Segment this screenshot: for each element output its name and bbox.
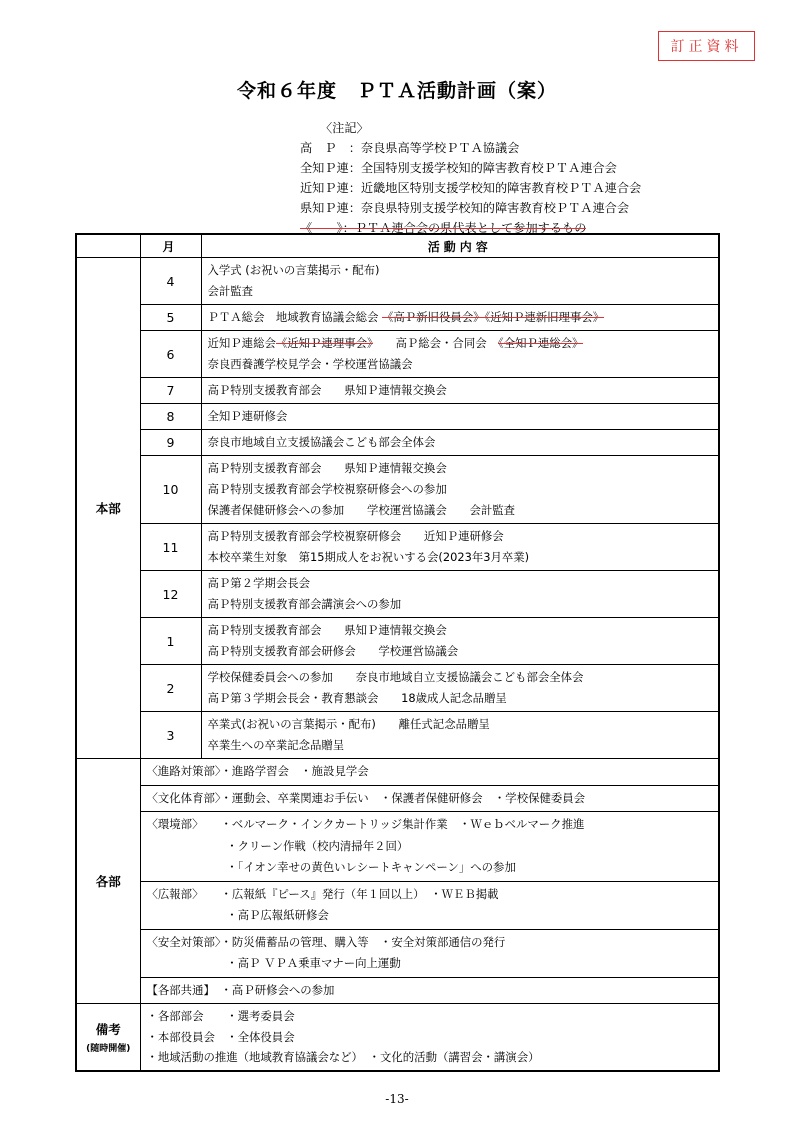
header-blank [76,234,140,258]
dept-line: ・クリーン作戦（校内清掃年２回） [146,838,409,853]
activity-cell [201,305,719,331]
notes-line: ・地域活動の推進（地域教育協議会など） ・文化的活動（講習会・講演会） [146,1050,540,1064]
activity-line [208,333,713,354]
activity-cell [201,712,719,759]
dept-row [76,977,719,1004]
activity-cell [201,571,719,618]
activity-cell [201,524,719,571]
activity-text: 高Ｐ特別支援教育部会 県知Ｐ連情報交換会 [207,623,447,637]
month-cell: 12 [140,571,201,618]
table-row [76,524,719,571]
dept-row [76,929,719,977]
activity-line [208,714,713,735]
note-line: 県知Ｐ連：奈良県特別支援学校知的障害教育校ＰＴＡ連合会 [300,201,630,215]
activity-text: 奈良西養護学校見学会・学校運営協議会 [207,357,413,371]
activity-text: 高Ｐ特別支援教育部会学校視察研修会への参加 [207,482,447,496]
dept-row [76,759,719,786]
activity-cell [201,456,719,524]
activity-line [208,594,713,615]
activity-line [208,432,713,453]
activity-text: 高Ｐ特別支援教育部会学校視察研修会 近知Ｐ連研修会 [207,529,504,543]
activity-line [208,380,713,401]
header-activity: 活動内容 [201,234,719,258]
struck-activity: 《近知Ｐ連理事会》 [275,336,373,350]
activity-line [208,641,713,662]
activity-text: 本校卒業生対象 第15期成人をお祝いする会(2023年3月卒業) [207,550,530,564]
struck-activity: 《近知Ｐ連新旧理事会》 [484,310,605,324]
table-row [76,712,719,759]
activity-text: 高Ｐ総会・合同会 [372,336,498,350]
table-row [76,331,719,378]
activity-line [208,307,713,328]
struck-activity: 《全知Ｐ連総会》 [498,336,584,350]
activity-text: 全知Ｐ連研修会 [207,409,288,423]
section-notes-subtitle: (随時開催) [86,1043,131,1054]
month-cell: 9 [140,430,201,456]
table-row [76,430,719,456]
activity-text: 高Ｐ特別支援教育部会 県知Ｐ連情報交換会 [207,461,447,475]
activity-text: 高Ｐ特別支援教育部会研修会 学校運営協議会 [207,644,459,658]
dept-line: 〈進路対策部〉・進路学習会 ・施設見学会 [146,764,369,778]
activity-cell [201,430,719,456]
activity-text: 高Ｐ第２学期会長会 [207,576,311,590]
activity-text: 会計監査 [207,284,254,298]
struck-activity: 《高Ｐ新旧役員会》 [381,310,485,324]
activity-cell [201,378,719,404]
section-notes-title: 備考 [95,1021,121,1037]
table-row [76,378,719,404]
activity-text: 高Ｐ特別支援教育部会 県知Ｐ連情報交換会 [207,383,447,397]
activity-line [208,406,713,427]
dept-line: ・高Ｐ ＶＰＡ乗車マナー向上運動 [146,956,401,970]
dept-line: 〈環境部〉 ・ベルマーク・インクカートリッジ集計作業 ・Ｗｅｂベルマーク推進 [146,817,585,831]
dept-cell [140,929,719,977]
note-line: 近知Ｐ連：近畿地区特別支援学校知的障害教育校ＰＴＡ連合会 [300,181,642,195]
activity-line [208,260,713,281]
activity-text: 卒業式(お祝いの言葉掲示・配布) 離任式記念品贈呈 [207,717,490,731]
activity-cell [201,665,719,712]
dept-line: 【各部共通】 ・高Ｐ研修会への参加 [146,982,335,997]
month-cell: 6 [140,331,201,378]
table-row [76,665,719,712]
month-cell: 2 [140,665,201,712]
activity-text: 入学式 (お祝いの言葉掲示・配布) [207,263,380,277]
month-cell: 3 [140,712,201,759]
notes-row [76,1004,719,1071]
activity-line [208,526,713,547]
activity-text: 奈良市地域自立支援協議会こども部会全体会 [207,435,436,449]
month-cell: 1 [140,618,201,665]
section-main-label: 本部 [76,258,140,759]
activity-line [208,688,713,709]
activity-line [208,479,713,500]
dept-cell [140,881,719,929]
activity-text: 学校保健委員会への参加 奈良市地域自立支援協議会こども部会全体会 [207,670,584,684]
dept-cell [140,759,719,786]
activity-cell [201,258,719,305]
activity-line [208,735,713,756]
month-cell: 7 [140,378,201,404]
activity-line [208,547,713,568]
activity-line [208,458,713,479]
table-row [76,258,719,305]
note-line: 高 Ｐ ：奈良県高等学校ＰＴＡ協議会 [300,141,520,155]
notes-line: ・本部役員会 ・全体役員会 [146,1029,295,1044]
dept-cell [140,812,719,882]
dept-cell [140,977,719,1004]
notes-heading: 〈注記〉 [320,121,369,135]
activity-line [208,620,713,641]
dept-row [76,785,719,812]
struck-note-line: 《 》：ＰＴＡ連合会の県代表として参加するもの [300,221,587,235]
activity-cell [201,618,719,665]
activity-line [208,354,713,375]
dept-line: 〈広報部〉 ・広報紙『ピース』発行（年１回以上） ・ＷＥＢ掲載 [146,886,499,901]
activity-cell [201,404,719,430]
table-row [76,305,719,331]
activity-cell [201,331,719,378]
activity-line [208,500,713,521]
month-cell: 11 [140,524,201,571]
dept-line: 〈安全対策部〉・防災備蓄品の管理、購入等 ・安全対策部通信の発行 [146,934,506,949]
dept-line: ・「イオン幸せの黄色いレシートキャンペーン」への参加 [146,860,516,874]
table-row [76,456,719,524]
notes-block [300,118,641,238]
dept-row [76,812,719,882]
notes-cell [140,1004,719,1071]
activity-plan-table [75,233,720,1072]
dept-cell [140,785,719,812]
note-line: 全知Ｐ連：全国特別支援学校知的障害教育校ＰＴＡ連合会 [300,161,617,175]
month-cell: 5 [140,305,201,331]
dept-line: 〈文化体育部〉・運動会、卒業関連お手伝い ・保護者保健研修会 ・学校保健委員会 [146,790,586,805]
activity-line [208,573,713,594]
table-row [76,618,719,665]
section-depts-label: 各部 [76,759,140,1004]
activity-line [208,281,713,302]
activity-text: 高Ｐ特別支援教育部会講演会への参加 [207,597,402,611]
table-header-row [76,234,719,258]
activity-text: 卒業生への卒業記念品贈呈 [207,738,345,752]
month-cell: 8 [140,404,201,430]
page-title: 令和６年度 ＰＴＡ活動計画（案） [236,80,557,102]
header-month: 月 [140,234,201,258]
page-number: -13- [385,1092,409,1106]
activity-text: 高Ｐ第３学期会長会・教育懇談会 18歳成人記念品贈呈 [207,691,507,705]
activity-text: 近知Ｐ連総会 [207,336,276,350]
month-cell: 4 [140,258,201,305]
correction-stamp: 訂正資料 [658,31,755,61]
dept-row [76,881,719,929]
month-cell: 10 [140,456,201,524]
notes-line: ・各部部会 ・選考委員会 [146,1009,295,1023]
activity-text: 保護者保健研修会への参加 学校運営協議会 会計監査 [207,503,516,517]
activity-line [208,667,713,688]
table-row [76,404,719,430]
table-row [76,571,719,618]
section-notes-label [76,1004,140,1071]
activity-text: ＰＴＡ総会 地域教育協議会総会 [207,310,382,324]
dept-line: ・高Ｐ広報紙研修会 [146,908,329,922]
